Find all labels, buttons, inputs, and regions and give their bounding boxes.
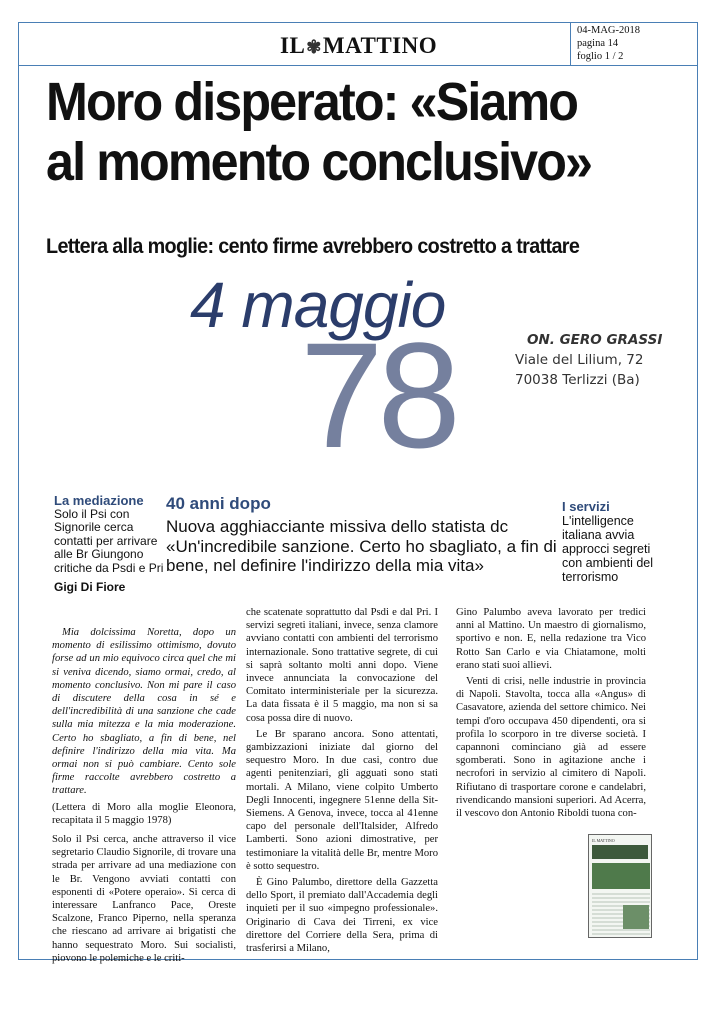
clipping-date: 04-MAG-2018 <box>577 25 640 36</box>
sidebar-right-kicker: I servizi <box>562 499 610 514</box>
subheadline: Lettera alla moglie: cento firme avrebbero costretto a trattare <box>46 234 580 258</box>
anniversary-logo-year: 78 <box>300 311 455 479</box>
section-deck: Nuova agghiacciante missiva dello statista dc «Un'incredibile sanzione. Certo ho sbagliato, a fin di bene, nel definire l'indirizzo della mia vita» <box>166 517 557 575</box>
sidebar-left-text: Solo il Psi con Signorile cerca contatti per arrivare alle Br Giungono critiche da Psdi e Pri <box>54 506 164 575</box>
masthead-logo: IL✾MATTINO <box>280 33 438 58</box>
paragraph: Solo il Psi cerca, anche attraverso il vice segretario Claudio Signorile, di trovare una strada per arrivare ad una mediazione con le Br. Vengono avviati contatti con esponenti di «Potere operaio». Si cerca di interessare Lanfranco Pace, Oreste Scalzone, Franco Piperno, nella speranza che riescano ad arrivare ai brigatisti che hanno sequestrato Moro. Sui socialisti, piovono le polemiche e le criti- <box>52 834 236 964</box>
sidebar-left-kicker: La mediazione <box>54 493 144 508</box>
letter-source: (Lettera di Moro alla moglie Eleonora, recapitata il 5 maggio 1978) <box>52 801 236 826</box>
article-column-1 <box>52 626 236 968</box>
section-kicker: 40 anni dopo <box>166 494 271 513</box>
thumbnail-headline-block <box>592 845 648 859</box>
clipping-meta <box>570 22 698 66</box>
sidebar-servizi <box>562 500 672 584</box>
clipping-page: pagina 14 <box>577 38 619 49</box>
sidebar-right-text: L'intelligence italiana avvia approcci segreti con ambienti del terrorismo <box>562 514 654 584</box>
stamp-street: Viale del Lilium, 72 <box>515 352 644 368</box>
letter-quote: Mia dolcissima Noretta, dopo un momento di esilissimo ottimismo, dovuto forse ad un mio equivoco circa quel che mi si veniva dicendo, siamo ormai, credo, al momento conclusivo. Non mi pare il caso di discutere della cosa in sé e dell'incredibilità di una sanzione che cade sulla mia mitezza e la mia moderazione. Certo ho sbagliato, a fin di bene, nel definire l'indirizzo della mia vita. Ma ormai non si può cambiare. Cento sole firme raccolte avrebbero costretto a trattare. <box>52 627 236 797</box>
address-stamp <box>515 330 662 390</box>
anniversary-logo-date: 4 maggio <box>190 269 446 341</box>
thumbnail-caption: IL MATTINO <box>592 838 615 843</box>
thumbnail-photo <box>592 863 650 889</box>
section-head <box>166 494 562 576</box>
paragraph: È Gino Palumbo, direttore della Gazzetta dello Sport, il premiato dall'Accademia degli inquieti per il suo «impegno professionale». Originario di Cava dei Tirreni, ex vice direttore del Corriere della Sera, prima di trasferirsi a Milano, <box>246 877 438 955</box>
article-column-3 <box>456 606 646 823</box>
article-column-2 <box>246 606 438 958</box>
paragraph: che scatenate soprattutto dal Psdi e dal Pri. I servizi segreti italiani, invece, senza clamore avviano contatti con ambienti del terrorismo internazionale. Sono trattative segrete, di cui si saprà soltanto molti anni dopo. Viene invece annunciata la convocazione del Comitato interministeriale per la sicurezza. La data fissata è il 5 maggio, ma non si sa cosa possa dire di nuovo. <box>246 607 438 724</box>
masthead-emblem-icon: ✾ <box>306 37 322 57</box>
byline: Gigi Di Fiore <box>54 580 126 594</box>
stamp-name: ON. GERO GRASSI <box>527 332 663 348</box>
paragraph: Venti di crisi, nelle industrie in provincia di Napoli. Stavolta, tocca alla «Angus» di Casavatore, azienda del settore chimico. Nei tempi d'oro occupava 450 dipendenti, ora si profila lo scorporo in tre diverse società. I capannoni cominciano già ad essere sgomberati. Sono in agitazione anche i necrofori in servizio al cimitero di Napoli. Rifiutano di trasportare corone e candelabri, rivendicando mansioni superiori. Ad Acerra, il vescovo don Antonio Riboldi tuona con- <box>456 676 646 820</box>
stamp-city: 70038 Terlizzi (Ba) <box>515 372 640 388</box>
sidebar-mediazione <box>54 494 172 595</box>
clipping-sheet: foglio 1 / 2 <box>577 51 624 62</box>
headline: Moro disperato: «Siamo al momento conclusivo» <box>46 72 592 192</box>
paragraph: Gino Palumbo aveva lavorato per tredici anni al Mattino. Un maestro di giornalismo, sportivo e non. E, nella redazione tra Vico Rotto San Carlo e via Chiatamone, molti erano stati suoi allievi. <box>456 607 646 671</box>
page-thumbnail <box>588 834 652 938</box>
thumbnail-photo <box>623 905 649 929</box>
paragraph: Le Br sparano ancora. Sono attentati, gambizzazioni iniziate dal giorno del sequestro Moro. In due casi, contro due agenti penitenziari, gli agguati sono stati mortali. A Milano, viene colpito Umberto Degli Innocenti, ingegnere 51enne della Sit-Siemens. A Genova, invece, tocca al 41enne capo del personale dell'Italsider, Alfredo Lamberti. Sono azioni dimostrative, per testimoniare la vitalità delle Br, mentre Moro è sotto sequestro. <box>246 728 438 872</box>
